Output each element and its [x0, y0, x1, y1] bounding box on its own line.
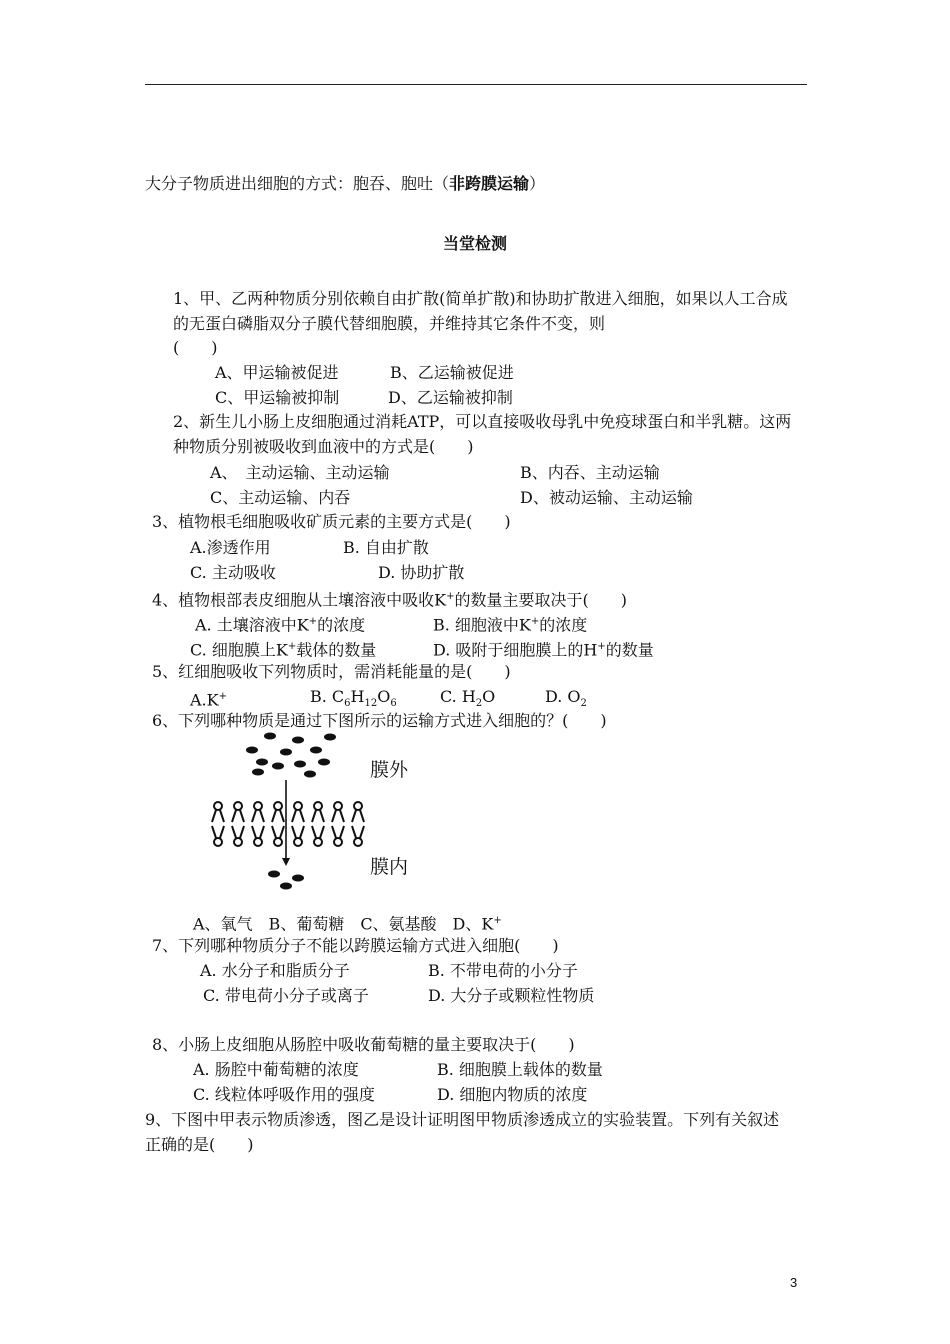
- q8-option-d: D. 细胞内物质的浓度: [437, 1085, 588, 1104]
- q3-option-a: A.渗透作用: [190, 538, 271, 557]
- q8-line1: 8、小肠上皮细胞从肠腔中吸收葡萄糖的量主要取决于( ): [152, 1035, 575, 1054]
- inside-molecules: [268, 871, 304, 890]
- header-rule: [145, 84, 807, 85]
- q1-option-b: B、乙运输被促进: [390, 363, 514, 382]
- q2-option-a: A、 主动运输、主动运输: [210, 463, 390, 482]
- intro-line: 大分子物质进出细胞的方式：胞吞、胞吐（非跨膜运输）: [145, 174, 546, 193]
- q2-line1: 2、新生儿小肠上皮细胞通过消耗ATP，可以直接吸收母乳中免疫球蛋白和半乳糖。这两: [173, 412, 792, 431]
- q3-option-b: B. 自由扩散: [343, 538, 429, 557]
- q2-option-b: B、内吞、主动运输: [520, 463, 660, 482]
- section-title: 当堂检测: [442, 234, 507, 253]
- q9-line2: 正确的是( ): [145, 1135, 254, 1154]
- q3-option-c: C. 主动吸收: [190, 563, 276, 582]
- q3-line1: 3、植物根毛细胞吸收矿质元素的主要方式是( ): [152, 512, 511, 531]
- page-number: 3: [790, 1275, 798, 1290]
- q5-option-b: B. $C_6H_{12}O_6$: [310, 687, 397, 710]
- q5-option-d: D. $O_2$: [545, 687, 587, 710]
- q8-option-a: A. 肠腔中葡萄糖的浓度: [193, 1060, 359, 1079]
- phospholipid-bilayer: [212, 802, 364, 846]
- q1-answer-blank: ( ): [173, 338, 218, 357]
- q5-line1: 5、红细胞吸收下列物质时，需消耗能量的是( ): [152, 662, 511, 681]
- q8-option-c: C. 线粒体呼吸作用的强度: [193, 1085, 375, 1104]
- q1-option-c: C、甲运输被抑制: [215, 388, 340, 407]
- q7-option-b: B. 不带电荷的小分子: [428, 961, 578, 980]
- q6-line1: 6、下列哪种物质是通过下图所示的运输方式进入细胞的？( ): [152, 711, 607, 730]
- label-inside-membrane: 膜内: [370, 856, 409, 878]
- q1-option-d: D、乙运输被抑制: [388, 388, 513, 407]
- q7-option-a: A. 水分子和脂质分子: [200, 961, 350, 980]
- q5-option-a: A.K+: [190, 690, 227, 710]
- q4-option-a: A. 土壤溶液中K+的浓度: [195, 615, 366, 635]
- diffusion-arrow: [282, 780, 290, 866]
- q2-option-c: C、主动运输、内吞: [210, 488, 351, 507]
- q4-option-c: C. 细胞膜上K+载体的数量: [190, 640, 377, 660]
- q4-option-d: D. 吸附于细胞膜上的H+的数量: [433, 640, 654, 660]
- q4-line1: 4、植物根部表皮细胞从土壤溶液中吸收K+的数量主要取决于( ): [152, 590, 628, 610]
- label-outside-membrane: 膜外: [370, 759, 409, 781]
- q7-line1: 7、下列哪种物质分子不能以跨膜运输方式进入细胞( ): [152, 936, 559, 955]
- q9-line1: 9、下图中甲表示物质渗透，图乙是设计证明图甲物质渗透成立的实验装置。下列有关叙述: [145, 1110, 780, 1129]
- q8-option-b: B. 细胞膜上载体的数量: [437, 1060, 603, 1079]
- q7-option-d: D. 大分子或颗粒性物质: [428, 986, 595, 1005]
- q4-option-b: B. 细胞液中K+的浓度: [433, 615, 588, 635]
- q7-option-c: C. 带电荷小分子或离子: [203, 986, 369, 1005]
- q5-option-c: C. $H_2O$: [440, 687, 496, 710]
- q2-line2: 种物质分别被吸收到血液中的方式是( ): [173, 437, 474, 456]
- q1-option-a: A、甲运输被促进: [215, 363, 339, 382]
- outside-molecules: [246, 733, 336, 778]
- q3-option-d: D. 协助扩散: [378, 563, 465, 582]
- q6-options: A、氧气 B、葡萄糖 C、氨基酸 D、K+: [193, 914, 502, 934]
- q1-line2: 的无蛋白磷脂双分子膜代替细胞膜，并维持其它条件不变，则: [173, 314, 606, 333]
- q2-option-d: D、被动运输、主动运输: [520, 488, 693, 507]
- q1-line1: 1、甲、乙两种物质分别依赖自由扩散(简单扩散)和协助扩散进入细胞，如果以人工合成: [173, 289, 788, 308]
